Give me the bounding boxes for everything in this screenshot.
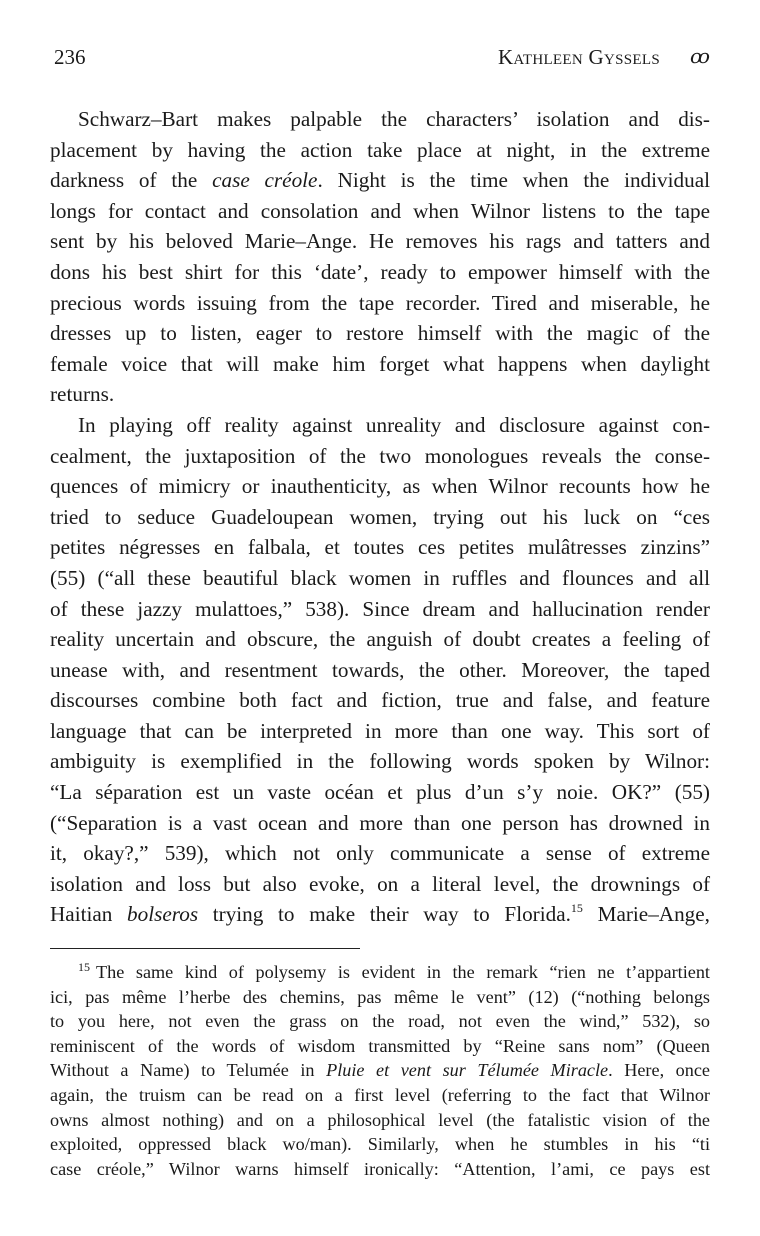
paragraph	[50, 410, 710, 930]
text-run: darkness of the	[50, 168, 213, 193]
footnote-line: again, the truism can be read on a first level (referring to the fact that Wilnor	[50, 1084, 710, 1105]
text-line: In playing off reality against unreality and disclosure against con-	[78, 412, 710, 437]
footnote-line	[50, 1058, 710, 1083]
text-run: Haitian	[50, 902, 128, 927]
ornament-icon: ꝏ	[690, 46, 710, 68]
footnote-line: to you here, not even the grass on the road, not even the wind,” 532), so	[50, 1011, 710, 1032]
text-line: unease with, and resentment towards, the other. Moreover, the taped	[50, 657, 710, 682]
text-line: precious words issuing from the tape recorder. Tired and miserable, he	[50, 290, 710, 315]
text-line: petites négresses en falbala, et toutes ces petites mulâtresses zinzins”	[50, 535, 710, 560]
text-line: returns.	[50, 382, 115, 407]
text-line: isolation and loss but also evoke, on a literal level, the drownings of	[50, 871, 710, 896]
text-run: trying to make their way to Florida.	[198, 902, 571, 927]
footnote-line: reminiscent of the words of wisdom transmitted by “Reine sans nom” (Queen	[50, 1035, 710, 1056]
footnote-separator	[50, 948, 360, 949]
text-line: language that can be interpreted in more than one way. This sort of	[50, 718, 710, 743]
text-run: . Night is the time when the individual	[317, 168, 710, 193]
footnote-line: owns almost nothing) and on a philosophical level (the fatalistic vision of the	[50, 1109, 710, 1130]
footnote-number: 15	[78, 960, 90, 974]
text-line	[50, 899, 710, 930]
footnote	[50, 960, 710, 1181]
text-line: cealment, the juxtaposition of the two monologues reveals the conse-	[50, 443, 710, 468]
text-line: longs for contact and consolation and when Wilnor listens to the tape	[50, 198, 710, 223]
text-line: (“Separation is a vast ocean and more than one person has drowned in	[50, 810, 710, 835]
text-line: female voice that will make him forget what happens when daylight	[50, 351, 710, 376]
text-line: quences of mimicry or inauthenticity, as when Wilnor recounts how he	[50, 474, 710, 499]
text-line: ambiguity is exemplified in the following words spoken by Wilnor:	[50, 749, 710, 774]
italic-title: case créole	[212, 168, 318, 193]
italic-title: Pluie et vent sur Télumée Miracle	[326, 1060, 609, 1081]
text-line: dresses up to listen, eager to restore himself with the magic of the	[50, 321, 710, 346]
paragraph	[50, 104, 710, 410]
footnote-line: exploited, oppressed black wo/man). Similarly, when he stumbles in his “ti	[50, 1134, 710, 1155]
text-line: “La séparation est un vaste océan et plus d’un s’y noie. OK?” (55)	[50, 780, 710, 805]
footnote-reference-link[interactable]: 15	[570, 901, 583, 916]
running-header	[54, 42, 710, 72]
page-number: 236	[54, 45, 86, 69]
text-line: Schwarz–Bart makes palpable the characters’ isolation and dis-	[78, 107, 710, 131]
main-text	[50, 104, 710, 930]
text-line: sent by his beloved Marie–Ange. He removes his rags and tatters and	[50, 229, 710, 254]
text-line: (55) (“all these beautiful black women in ruffles and flounces and all	[50, 565, 710, 590]
text-run: Marie–Ange,	[582, 902, 710, 927]
text-line: of these jazzy mulattoes,” 538). Since dream and hallucination render	[50, 596, 710, 621]
text-line: it, okay?,” 539), which not only communicate a sense of extreme	[50, 841, 710, 866]
running-head-author: Kathleen Gyssels	[497, 45, 660, 69]
footnote-line: ici, pas même l’herbe des chemins, pas même le vent” (12) (“nothing belongs	[50, 986, 710, 1007]
text-line: reality uncertain and obscure, the anguish of doubt creates a feeling of	[50, 627, 710, 652]
footnote-line: case créole,” Wilnor warns himself ironically: “Attention, l’ami, ce pays est	[50, 1158, 710, 1179]
italic-title: bolseros	[127, 902, 199, 927]
text-line: tried to seduce Guadeloupean women, trying out his luck on “ces	[50, 504, 710, 529]
text-line: dons his best shirt for this ‘date’, ready to empower himself with the	[50, 259, 710, 284]
text-line	[50, 165, 710, 196]
footnotes	[50, 960, 710, 1181]
text-run: Without a Name) to Telumée in	[50, 1060, 327, 1081]
text-run: . Here, once	[608, 1060, 711, 1081]
footnote-line: $^{15}$ The same kind of polysemy is evident in the remark “rien ne t’appartient	[78, 960, 710, 982]
text-line: placement by having the action take place at night, in the extreme	[50, 137, 710, 162]
text-line: discourses combine both fact and fiction, true and false, and feature	[50, 688, 710, 713]
